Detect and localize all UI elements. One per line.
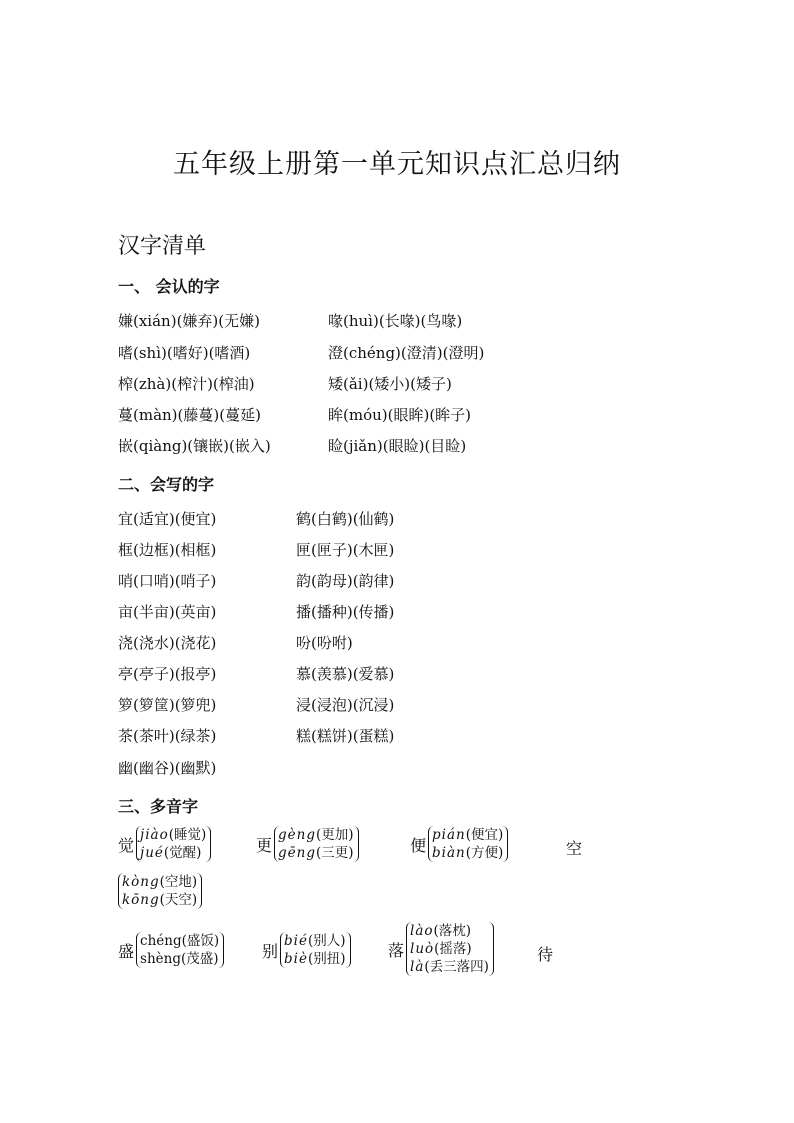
write-row-6-left: 亭(亭子)(报亭) (118, 665, 217, 683)
reading: lào(落枕) (410, 923, 472, 939)
reading: chéng(盛饭) (140, 933, 220, 949)
reading-brace (136, 826, 211, 862)
reading: biàn(方便) (432, 845, 504, 861)
polyphone-char: 更 (256, 835, 273, 855)
reading: bié(别人) (284, 933, 346, 949)
polyphone-sheng (118, 932, 224, 968)
recognize-row-4-right: 眸(móu)(眼眸)(眸子) (328, 406, 472, 424)
reading-brace (428, 826, 508, 862)
write-row-3-right: 韵(韵母)(韵律) (296, 572, 395, 590)
write-row-2-right: 匣(匣子)(木匣) (296, 541, 395, 559)
reading: gēng(三更) (278, 845, 354, 861)
polyphone-dai-char: 待 (537, 945, 554, 964)
write-row-6-right: 慕(羡慕)(爱慕) (296, 665, 395, 683)
recognize-row-5-right: 睑(jiǎn)(眼睑)(目睑) (328, 437, 467, 455)
recognize-row-4-left: 蔓(màn)(藤蔓)(蔓延) (118, 406, 261, 424)
reading-brace (274, 826, 359, 862)
write-row-1-right: 鹤(白鹤)(仙鹤) (296, 510, 395, 528)
reading: jiào(睡觉) (140, 827, 207, 843)
recognize-heading: 一、 会认的字 (118, 277, 220, 296)
page-title: 五年级上册第一单元知识点汇总归纳 (173, 149, 621, 180)
recognize-row-2-right: 澄(chéng)(澄清)(澄明) (328, 344, 485, 362)
write-row-5-right: 吩(吩咐) (296, 634, 353, 652)
recognize-row-5-left: 嵌(qiàng)(镶嵌)(嵌入) (118, 437, 271, 455)
reading-brace (280, 932, 351, 968)
reading: là(丢三落四) (410, 959, 489, 975)
write-row-4-right: 播(播种)(传播) (296, 603, 395, 621)
polyphone-luo (388, 922, 494, 976)
polyphone-jue (118, 826, 211, 862)
polyphone-geng (256, 826, 359, 862)
reading: jué(觉醒) (140, 845, 202, 861)
write-row-2-left: 框(边框)(相框) (118, 541, 217, 559)
polyphone-char: 盛 (118, 941, 135, 961)
polyphone-heading: 三、多音字 (118, 797, 199, 816)
recognize-row-3-left: 榨(zhà)(榨汁)(榨油) (118, 375, 255, 393)
reading: gèng(更加) (278, 827, 354, 843)
polyphone-bie (262, 932, 351, 968)
reading-brace (136, 932, 224, 968)
reading: kòng(空地) (122, 874, 198, 890)
write-row-1-left: 宜(适宜)(便宜) (118, 510, 217, 528)
write-row-4-left: 亩(半亩)(英亩) (118, 603, 217, 621)
write-row-7-right: 浸(浸泡)(沉浸) (296, 696, 395, 714)
polyphone-char: 别 (262, 941, 279, 961)
write-heading: 二、会写的字 (118, 475, 215, 494)
reading: shèng(茂盛) (140, 951, 219, 967)
polyphone-kong-readings (118, 873, 202, 909)
reading-brace (118, 873, 202, 909)
polyphone-char: 觉 (118, 835, 135, 855)
recognize-row-3-right: 矮(ǎi)(矮小)(矮子) (328, 375, 452, 393)
reading: kōng(天空) (122, 892, 198, 908)
reading: luò(摇落) (410, 941, 472, 957)
recognize-row-1-left: 嫌(xián)(嫌弃)(无嫌) (118, 312, 260, 330)
recognize-row-2-left: 嗜(shì)(嗜好)(嗜酒) (118, 344, 251, 362)
write-row-9-left: 幽(幽谷)(幽默) (118, 759, 217, 777)
write-row-3-left: 哨(口哨)(哨子) (118, 572, 217, 590)
section-title: 汉字清单 (118, 234, 207, 259)
write-row-8-right: 糕(糕饼)(蛋糕) (296, 727, 395, 745)
write-row-7-left: 箩(箩筐)(箩兜) (118, 696, 217, 714)
reading-brace (406, 922, 494, 976)
polyphone-kong-char: 空 (566, 839, 583, 858)
write-row-5-left: 浇(浇水)(浇花) (118, 634, 217, 652)
write-row-8-left: 茶(茶叶)(绿茶) (118, 727, 217, 745)
polyphone-bian (410, 826, 508, 862)
recognize-row-1-right: 喙(huì)(长喙)(鸟喙) (328, 312, 463, 330)
reading: pián(便宜) (432, 827, 504, 843)
polyphone-char: 便 (410, 835, 427, 855)
reading: biè(别扭) (284, 951, 346, 967)
polyphone-char: 落 (388, 940, 405, 960)
